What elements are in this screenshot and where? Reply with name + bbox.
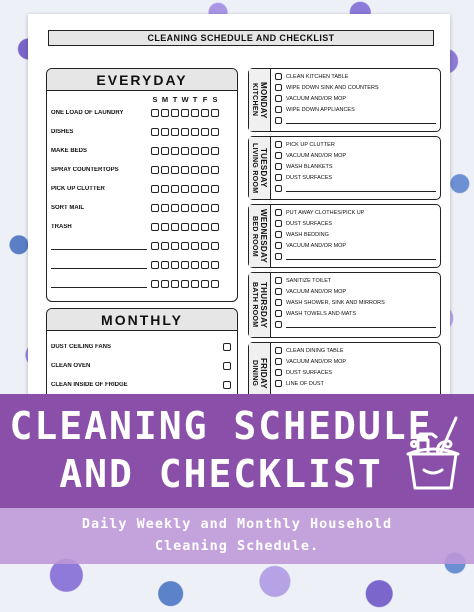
room-block	[248, 272, 441, 338]
weekday-label: FRIDAY	[259, 358, 268, 389]
day-checkbox[interactable]	[171, 109, 179, 117]
room-block	[248, 204, 441, 268]
day-checkbox[interactable]	[171, 242, 179, 250]
day-checkbox[interactable]	[191, 223, 199, 231]
day-checkbox[interactable]	[191, 147, 199, 155]
day-letter: T	[172, 95, 178, 104]
room-label-column	[249, 137, 271, 199]
room-item-label: VACUUM AND/OR MOP	[286, 288, 347, 295]
room-item	[275, 105, 436, 114]
room-item	[275, 298, 436, 307]
day-checkbox[interactable]	[161, 223, 169, 231]
everyday-task-label: SORT MAIL	[51, 205, 84, 211]
day-checkbox[interactable]	[201, 166, 209, 174]
day-checkbox[interactable]	[201, 204, 209, 212]
room-item-label: DUST SURFACES	[286, 369, 333, 376]
room-item-checkbox[interactable]	[275, 117, 282, 124]
weekday-label: TUESDAY	[259, 148, 268, 188]
day-checkbox[interactable]	[191, 128, 199, 136]
room-item-checkbox[interactable]	[275, 347, 282, 354]
room-item-label: VACUUM AND/OR MOP	[286, 358, 347, 365]
room-item	[275, 309, 436, 318]
room-item-checkbox[interactable]	[275, 95, 282, 102]
room-item	[275, 252, 436, 261]
room-item-checkbox[interactable]	[275, 84, 282, 91]
room-item-list	[271, 137, 440, 199]
weekday-label: WEDNESDAY	[259, 209, 268, 263]
day-checkbox[interactable]	[181, 166, 189, 174]
day-checkbox[interactable]	[161, 261, 169, 269]
room-item-label: VACUUM AND/OR MOP	[286, 95, 347, 102]
room-item	[275, 184, 436, 193]
day-checkbox[interactable]	[211, 109, 219, 117]
room-item-label: WIPE DOWN SINK AND COUNTERS	[286, 84, 379, 91]
weekday-label: THURSDAY	[259, 281, 268, 329]
monthly-task-row	[51, 341, 231, 353]
monthly-checkbox[interactable]	[223, 381, 231, 389]
room-item	[275, 379, 436, 388]
room-item	[275, 173, 436, 182]
weekday-label: MONDAY	[259, 81, 268, 119]
room-item-list	[271, 205, 440, 267]
monthly-checkbox[interactable]	[223, 362, 231, 370]
day-checkbox[interactable]	[151, 166, 159, 174]
day-checkbox[interactable]	[161, 242, 169, 250]
day-checkbox[interactable]	[181, 223, 189, 231]
blank-item-line	[286, 185, 436, 192]
room-item	[275, 83, 436, 92]
blank-item-line	[286, 253, 436, 260]
day-checkbox[interactable]	[151, 185, 159, 193]
room-item-checkbox[interactable]	[275, 288, 282, 295]
day-checkbox[interactable]	[211, 204, 219, 212]
day-checkbox[interactable]	[191, 280, 199, 288]
subtitle-line2: Cleaning Schedule.	[154, 538, 320, 554]
everyday-task-row	[51, 241, 233, 251]
day-checkbox-group	[151, 166, 219, 174]
day-checkbox[interactable]	[161, 147, 169, 155]
day-checkbox[interactable]	[161, 185, 169, 193]
day-checkbox[interactable]	[171, 128, 179, 136]
title-banner	[0, 394, 474, 508]
everyday-task-label: MAKE BEDS	[51, 148, 88, 154]
day-checkbox[interactable]	[151, 261, 159, 269]
day-checkbox-group	[151, 242, 219, 250]
room-item-list	[271, 273, 440, 337]
day-checkbox[interactable]	[161, 166, 169, 174]
day-checkbox[interactable]	[161, 280, 169, 288]
day-checkbox[interactable]	[201, 147, 209, 155]
day-checkbox[interactable]	[201, 128, 209, 136]
room-name-label: BATH ROOM	[251, 282, 258, 328]
room-item-checkbox[interactable]	[275, 209, 282, 216]
everyday-task-row	[51, 279, 233, 289]
day-letter: T	[192, 95, 198, 104]
room-item-checkbox[interactable]	[275, 277, 282, 284]
room-name-label: KITCHEN	[251, 83, 258, 117]
blank-task-line	[51, 261, 147, 269]
day-checkbox-group	[151, 204, 219, 212]
day-checkbox[interactable]	[191, 109, 199, 117]
room-item	[275, 162, 436, 171]
room-item-label: WASH TOWELS AND MATS	[286, 310, 357, 317]
day-checkbox-group	[151, 128, 219, 136]
blank-task-line	[51, 280, 147, 288]
room-item	[275, 320, 436, 329]
room-item-checkbox[interactable]	[275, 242, 282, 249]
monthly-task-row	[51, 379, 231, 391]
day-checkbox[interactable]	[151, 280, 159, 288]
day-checkbox[interactable]	[211, 223, 219, 231]
day-checkbox[interactable]	[161, 204, 169, 212]
room-item-checkbox[interactable]	[275, 152, 282, 159]
room-item-checkbox[interactable]	[275, 174, 282, 181]
subtitle-line1: Daily Weekly and Monthly Household	[81, 516, 393, 532]
room-item	[275, 230, 436, 239]
everyday-task-row	[51, 108, 233, 118]
room-item	[275, 116, 436, 125]
day-checkbox[interactable]	[171, 261, 179, 269]
everyday-task-row	[51, 184, 233, 194]
day-checkbox[interactable]	[211, 147, 219, 155]
day-checkbox[interactable]	[171, 280, 179, 288]
monthly-task-label: CLEAN OVEN	[51, 363, 91, 369]
day-checkbox[interactable]	[201, 261, 209, 269]
day-checkbox[interactable]	[181, 204, 189, 212]
room-item-list	[271, 69, 440, 131]
room-item-label: WIPE DOWN APPLIANCES	[286, 106, 355, 113]
room-item-checkbox[interactable]	[275, 321, 282, 328]
day-checkbox[interactable]	[171, 185, 179, 193]
day-checkbox[interactable]	[211, 261, 219, 269]
room-item	[275, 276, 436, 285]
day-letter: S	[212, 95, 218, 104]
room-item	[275, 287, 436, 296]
room-item	[275, 357, 436, 366]
day-checkbox-group	[151, 185, 219, 193]
room-block	[248, 136, 441, 200]
day-letter: M	[161, 95, 169, 104]
room-item	[275, 208, 436, 217]
day-checkbox[interactable]	[171, 166, 179, 174]
room-item-checkbox[interactable]	[275, 73, 282, 80]
room-item-checkbox[interactable]	[275, 163, 282, 170]
monthly-checkbox[interactable]	[223, 343, 231, 351]
room-name-label: LIVING ROOM	[251, 142, 258, 194]
day-checkbox-group	[151, 261, 219, 269]
everyday-task-label: TRASH	[51, 224, 72, 230]
day-checkbox[interactable]	[171, 204, 179, 212]
room-item-label: PICK UP CLUTTER	[286, 141, 335, 148]
room-item	[275, 368, 436, 377]
room-name-label: DINING	[251, 360, 258, 387]
everyday-task-row	[51, 146, 233, 156]
day-checkbox[interactable]	[211, 166, 219, 174]
room-item-label: PUT AWAY CLOTHES/PICK UP	[286, 209, 365, 216]
room-item-checkbox[interactable]	[275, 141, 282, 148]
room-item	[275, 94, 436, 103]
room-item-checkbox[interactable]	[275, 299, 282, 306]
day-checkbox[interactable]	[201, 109, 209, 117]
room-item-checkbox[interactable]	[275, 369, 282, 376]
banner-title-line1: CLEANING SCHEDULE	[9, 404, 433, 448]
room-item-checkbox[interactable]	[275, 358, 282, 365]
blank-item-line	[286, 321, 436, 328]
room-item-label: LINE OF DUST	[286, 380, 324, 387]
day-checkbox[interactable]	[171, 147, 179, 155]
day-checkbox[interactable]	[151, 204, 159, 212]
everyday-section	[46, 68, 238, 302]
banner-title-line2: AND CHECKLIST	[59, 452, 383, 496]
room-item	[275, 140, 436, 149]
room-block	[248, 68, 441, 132]
day-checkbox[interactable]	[211, 185, 219, 193]
cleaning-bucket-icon	[404, 414, 462, 492]
day-checkbox[interactable]	[181, 242, 189, 250]
day-letter: S	[152, 95, 158, 104]
day-checkbox[interactable]	[161, 109, 169, 117]
day-checkbox[interactable]	[191, 185, 199, 193]
blank-task-line	[51, 242, 147, 250]
day-checkbox[interactable]	[151, 223, 159, 231]
day-checkbox[interactable]	[201, 242, 209, 250]
monthly-heading: MONTHLY	[47, 309, 237, 331]
room-item-checkbox[interactable]	[275, 253, 282, 260]
day-checkbox[interactable]	[151, 242, 159, 250]
everyday-task-label: PICK UP CLUTTER	[51, 186, 105, 192]
everyday-task-row	[51, 203, 233, 213]
day-checkbox[interactable]	[161, 128, 169, 136]
sheet-title: CLEANING SCHEDULE AND CHECKLIST	[48, 30, 434, 46]
day-checkbox-group	[151, 147, 219, 155]
room-item-checkbox[interactable]	[275, 310, 282, 317]
room-item-label: SANITIZE TOILET	[286, 277, 332, 284]
room-item	[275, 241, 436, 250]
room-item-label: CLEAN KITCHEN TABLE	[286, 73, 349, 80]
room-item-label: CLEAN DINING TABLE	[286, 347, 344, 354]
room-label-column	[249, 273, 271, 337]
day-checkbox[interactable]	[201, 280, 209, 288]
day-checkbox-group	[151, 109, 219, 117]
room-item-label: WASH BEDDING	[286, 231, 329, 238]
day-letter: W	[181, 95, 189, 104]
day-checkbox-group	[151, 280, 219, 288]
day-checkbox[interactable]	[191, 242, 199, 250]
monthly-task-row	[51, 360, 231, 372]
everyday-task-label: SPRAY COUNTERTOPS	[51, 167, 119, 173]
room-item-label: WASH BLANKETS	[286, 163, 333, 170]
room-item-label: WASH SHOWER, SINK AND MIRRORS	[286, 299, 385, 306]
everyday-task-row	[51, 127, 233, 137]
everyday-task-label: DISHES	[51, 129, 74, 135]
day-checkbox[interactable]	[171, 223, 179, 231]
room-item	[275, 72, 436, 81]
day-checkbox[interactable]	[201, 185, 209, 193]
everyday-heading: EVERYDAY	[47, 69, 237, 91]
room-item-label: VACUUM AND/OR MOP	[286, 242, 347, 249]
monthly-task-label: DUST CEILING FANS	[51, 344, 112, 350]
room-item-label: DUST SURFACES	[286, 220, 333, 227]
day-checkbox[interactable]	[181, 128, 189, 136]
day-checkbox[interactable]	[211, 242, 219, 250]
day-checkbox-group	[151, 223, 219, 231]
room-item	[275, 151, 436, 160]
checklist-sheet	[28, 14, 450, 404]
day-checkbox[interactable]	[151, 128, 159, 136]
everyday-task-row	[51, 165, 233, 175]
day-checkbox[interactable]	[211, 128, 219, 136]
room-item-checkbox[interactable]	[275, 220, 282, 227]
day-checkbox[interactable]	[191, 261, 199, 269]
everyday-task-label: ONE LOAD OF LAUNDRY	[51, 110, 124, 116]
monthly-task-label: CLEAN INSIDE OF FRIDGE	[51, 382, 128, 388]
everyday-task-row	[51, 222, 233, 232]
room-item	[275, 219, 436, 228]
day-checkbox[interactable]	[211, 280, 219, 288]
day-checkbox[interactable]	[191, 204, 199, 212]
room-item-checkbox[interactable]	[275, 231, 282, 238]
day-checkbox[interactable]	[181, 280, 189, 288]
day-checkbox[interactable]	[151, 147, 159, 155]
everyday-task-row	[51, 260, 233, 270]
room-label-column	[249, 205, 271, 267]
day-checkbox[interactable]	[181, 185, 189, 193]
blank-item-line	[286, 117, 436, 124]
day-checkbox[interactable]	[151, 109, 159, 117]
day-checkbox[interactable]	[201, 223, 209, 231]
day-checkbox[interactable]	[181, 109, 189, 117]
day-checkbox[interactable]	[181, 147, 189, 155]
room-name-label: BED ROOM	[251, 215, 258, 257]
room-item	[275, 346, 436, 355]
day-checkbox[interactable]	[191, 166, 199, 174]
room-label-column	[249, 69, 271, 131]
room-item-checkbox[interactable]	[275, 380, 282, 387]
room-item-label: VACUUM AND/OR MOP	[286, 152, 347, 159]
subtitle-bar	[0, 508, 474, 564]
room-item-label: DUST SURFACES	[286, 174, 333, 181]
room-item-checkbox[interactable]	[275, 106, 282, 113]
room-item-checkbox[interactable]	[275, 185, 282, 192]
weekday-header	[151, 95, 219, 104]
day-letter: F	[202, 95, 208, 104]
day-checkbox[interactable]	[181, 261, 189, 269]
